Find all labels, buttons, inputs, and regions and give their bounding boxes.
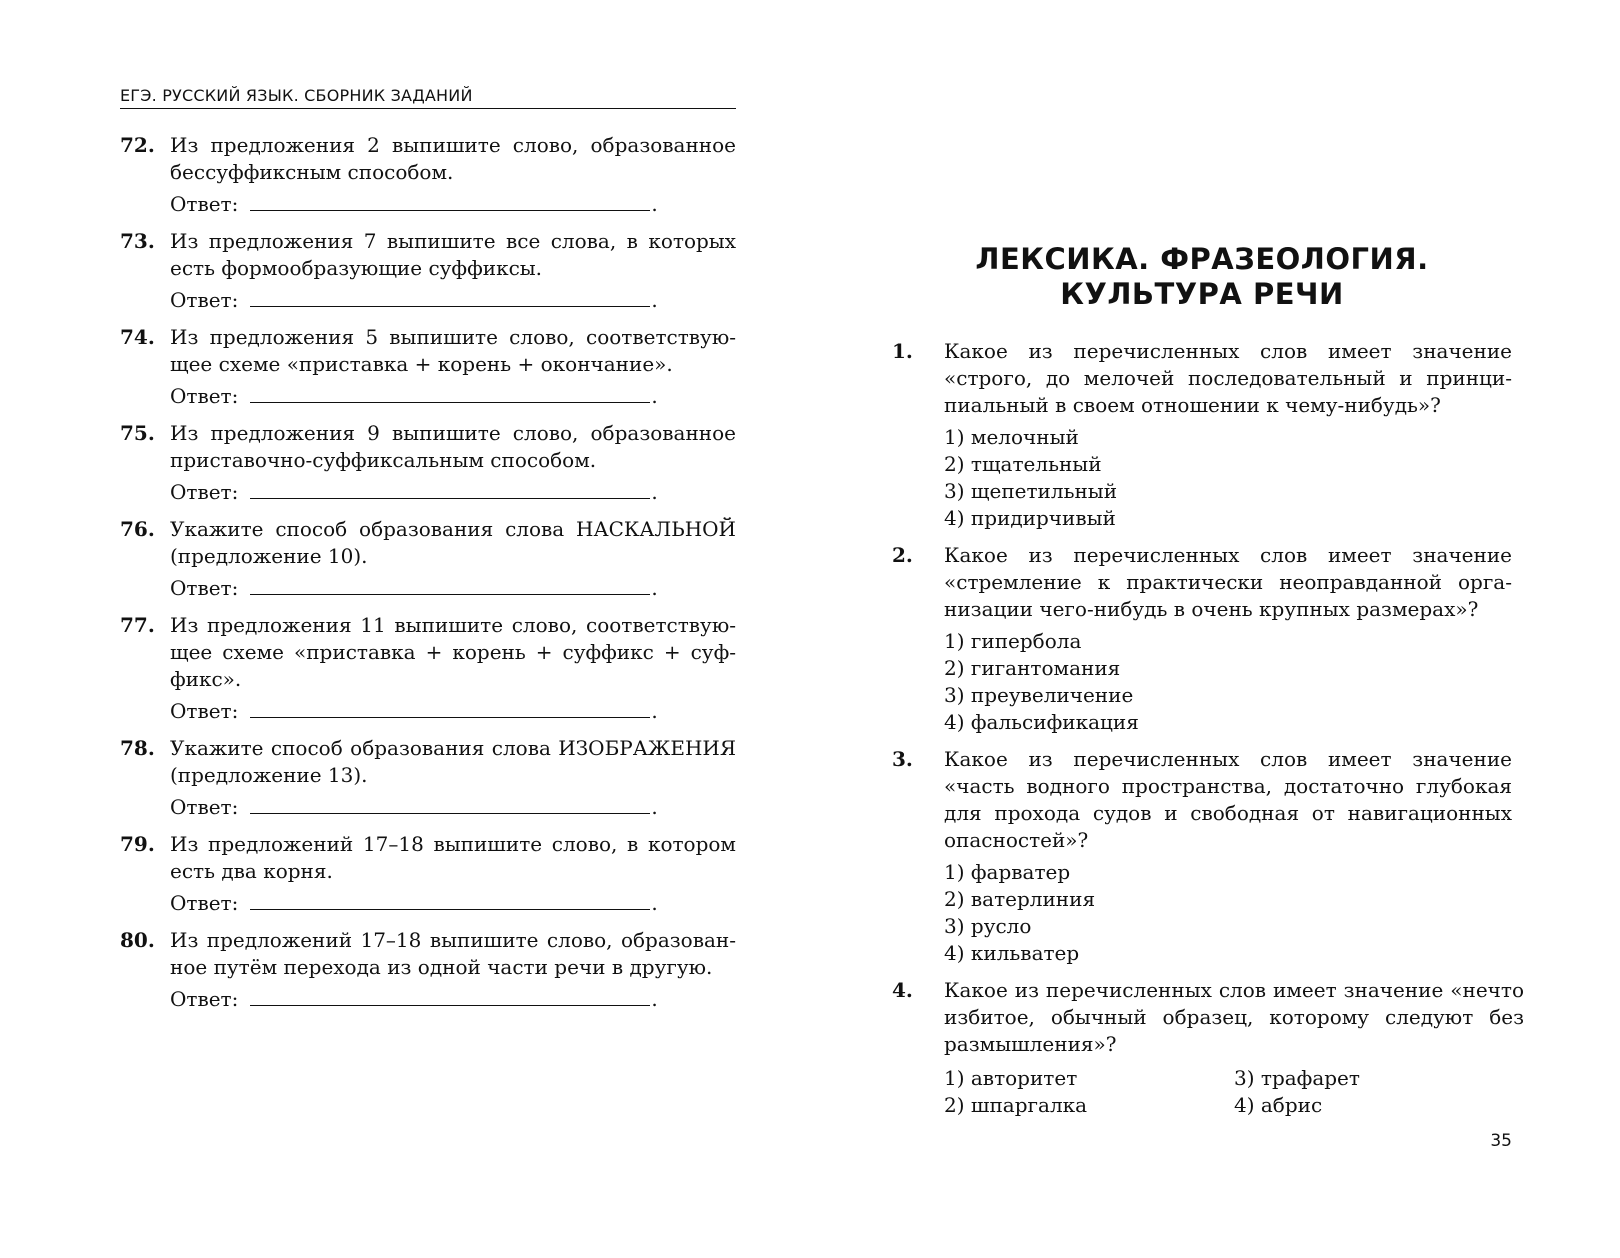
question-number: 1. bbox=[892, 339, 913, 363]
answer-end-dot: . bbox=[651, 288, 658, 312]
answer-label: Ответ: bbox=[170, 699, 239, 723]
answer-input-line[interactable] bbox=[250, 190, 650, 211]
answer-input-line[interactable] bbox=[250, 985, 650, 1006]
answer-row bbox=[170, 984, 736, 1014]
task-item bbox=[120, 735, 736, 822]
task-item bbox=[120, 516, 736, 603]
option-list bbox=[944, 628, 1512, 736]
task-text: Из предложений 17–18 выпишите слово, в котором есть два корня. bbox=[170, 832, 736, 883]
question-body bbox=[944, 977, 1524, 1119]
answer-row bbox=[170, 888, 736, 918]
answer-input-line[interactable] bbox=[250, 574, 650, 595]
question-list bbox=[892, 338, 1524, 1129]
task-number: 76. bbox=[120, 517, 155, 541]
task-item bbox=[120, 612, 736, 726]
task-text: Укажите способ образования слова НАСКАЛЬНОЙ (предложение 10). bbox=[170, 517, 736, 568]
question-item bbox=[892, 338, 1512, 532]
answer-label: Ответ: bbox=[170, 384, 239, 408]
question-number: 3. bbox=[892, 747, 913, 771]
task-number: 74. bbox=[120, 325, 155, 349]
task-text: Из предложения 7 выпишите все слова, в которых есть формообразующие суффиксы. bbox=[170, 229, 736, 280]
answer-option[interactable]: 1) мелочный bbox=[944, 425, 1079, 449]
task-body bbox=[170, 420, 736, 507]
task-number: 79. bbox=[120, 832, 155, 856]
answer-input-line[interactable] bbox=[250, 478, 650, 499]
task-body bbox=[170, 324, 736, 411]
task-text: Из предложения 9 выпишите слово, образованное приставочно-суффиксальным способом. bbox=[170, 421, 736, 472]
page-number: 35 bbox=[1490, 1131, 1512, 1151]
task-item bbox=[120, 420, 736, 507]
answer-label: Ответ: bbox=[170, 987, 239, 1011]
answer-row bbox=[170, 792, 736, 822]
task-text: Из предложения 11 выпишите слово, соответствующее схеме «приставка + корень + суффикс + суффикс». bbox=[170, 613, 736, 691]
answer-option[interactable]: 3) трафарет bbox=[1234, 1066, 1360, 1090]
task-body bbox=[170, 831, 736, 918]
task-number: 80. bbox=[120, 928, 155, 952]
answer-input-line[interactable] bbox=[250, 286, 650, 307]
task-number: 72. bbox=[120, 133, 155, 157]
option-list bbox=[944, 424, 1512, 532]
answer-option[interactable]: 2) тщательный bbox=[944, 452, 1102, 476]
answer-label: Ответ: bbox=[170, 192, 239, 216]
answer-option[interactable]: 4) фальсификация bbox=[944, 710, 1139, 734]
question-number: 2. bbox=[892, 543, 913, 567]
question-text: Какое из перечисленных слов имеет значение «нечто избитое, обычный образец, которому следуют без размышления»? bbox=[944, 978, 1524, 1056]
task-item bbox=[120, 132, 736, 219]
answer-input-line[interactable] bbox=[250, 697, 650, 718]
section-title bbox=[892, 242, 1512, 312]
answer-row bbox=[170, 285, 736, 315]
answer-option[interactable]: 4) придирчивый bbox=[944, 506, 1116, 530]
answer-option[interactable]: 2) шпаргалка bbox=[944, 1093, 1088, 1117]
answer-option[interactable]: 4) кильватер bbox=[944, 941, 1080, 965]
answer-end-dot: . bbox=[651, 987, 658, 1011]
answer-row bbox=[170, 381, 736, 411]
question-body bbox=[944, 338, 1512, 532]
task-body bbox=[170, 132, 736, 219]
task-body bbox=[170, 927, 736, 1014]
answer-end-dot: . bbox=[651, 384, 658, 408]
answer-row bbox=[170, 696, 736, 726]
answer-label: Ответ: bbox=[170, 891, 239, 915]
answer-end-dot: . bbox=[651, 480, 658, 504]
answer-option[interactable]: 2) гигантомания bbox=[944, 656, 1121, 680]
task-item bbox=[120, 324, 736, 411]
answer-end-dot: . bbox=[651, 795, 658, 819]
task-list bbox=[120, 132, 736, 1023]
task-number: 77. bbox=[120, 613, 155, 637]
question-item bbox=[892, 977, 1524, 1119]
option-grid bbox=[944, 1065, 1524, 1119]
task-item bbox=[120, 831, 736, 918]
answer-option[interactable]: 2) ватерлиния bbox=[944, 887, 1096, 911]
question-text: Какое из перечисленных слов имеет значение «стремление к практически неоправданной организации чего-нибудь в очень крупных размерах»? bbox=[944, 543, 1512, 621]
task-item bbox=[120, 228, 736, 315]
question-item bbox=[892, 542, 1512, 736]
task-text: Из предложения 2 выпишите слово, образованное бессуффиксным способом. bbox=[170, 133, 736, 184]
left-page bbox=[120, 0, 736, 1258]
option-list bbox=[944, 859, 1512, 967]
question-body bbox=[944, 542, 1512, 736]
task-body bbox=[170, 228, 736, 315]
answer-label: Ответ: bbox=[170, 795, 239, 819]
answer-row bbox=[170, 573, 736, 603]
question-text: Какое из перечисленных слов имеет значение «часть водного пространства, достаточно глубокая для прохода судов и свободная от навигационных опасностей»? bbox=[944, 747, 1512, 852]
answer-label: Ответ: bbox=[170, 576, 239, 600]
answer-option[interactable]: 3) преувеличение bbox=[944, 683, 1134, 707]
answer-input-line[interactable] bbox=[250, 382, 650, 403]
answer-option[interactable]: 3) щепетильный bbox=[944, 479, 1118, 503]
answer-row bbox=[170, 477, 736, 507]
task-text: Из предложений 17–18 выпишите слово, образованное путём перехода из одной части речи в другую. bbox=[170, 928, 736, 979]
running-head: ЕГЭ. РУССКИЙ ЯЗЫК. СБОРНИК ЗАДАНИЙ bbox=[120, 86, 736, 109]
answer-input-line[interactable] bbox=[250, 889, 650, 910]
question-text: Какое из перечисленных слов имеет значение «строго, до мелочей последовательный и принципиальный в своем отношении к чему-нибудь»? bbox=[944, 339, 1512, 417]
answer-end-dot: . bbox=[651, 192, 658, 216]
answer-end-dot: . bbox=[651, 891, 658, 915]
answer-input-line[interactable] bbox=[250, 793, 650, 814]
task-text: Из предложения 5 выпишите слово, соответствующее схеме «приставка + корень + окончание». bbox=[170, 325, 736, 376]
answer-option[interactable]: 3) русло bbox=[944, 914, 1032, 938]
right-page bbox=[892, 0, 1524, 1258]
task-body bbox=[170, 516, 736, 603]
task-number: 75. bbox=[120, 421, 155, 445]
answer-option[interactable]: 1) фарватер bbox=[944, 860, 1071, 884]
task-body bbox=[170, 735, 736, 822]
task-text: Укажите способ образования слова ИЗОБРАЖЕНИЯ (предложение 13). bbox=[170, 736, 736, 787]
task-body bbox=[170, 612, 736, 726]
section-title-line-2: КУЛЬТУРА РЕЧИ bbox=[1060, 277, 1344, 311]
task-number: 78. bbox=[120, 736, 155, 760]
task-number: 73. bbox=[120, 229, 155, 253]
answer-label: Ответ: bbox=[170, 480, 239, 504]
question-number: 4. bbox=[892, 978, 913, 1002]
answer-option[interactable]: 4) абрис bbox=[1234, 1093, 1323, 1117]
task-item bbox=[120, 927, 736, 1014]
section-title-line-1: ЛЕКСИКА. ФРАЗЕОЛОГИЯ. bbox=[975, 242, 1429, 276]
question-body bbox=[944, 746, 1512, 967]
answer-option[interactable]: 1) авторитет bbox=[944, 1066, 1078, 1090]
question-item bbox=[892, 746, 1512, 967]
answer-end-dot: . bbox=[651, 576, 658, 600]
answer-label: Ответ: bbox=[170, 288, 239, 312]
answer-row bbox=[170, 189, 736, 219]
answer-option[interactable]: 1) гипербола bbox=[944, 629, 1082, 653]
answer-end-dot: . bbox=[651, 699, 658, 723]
